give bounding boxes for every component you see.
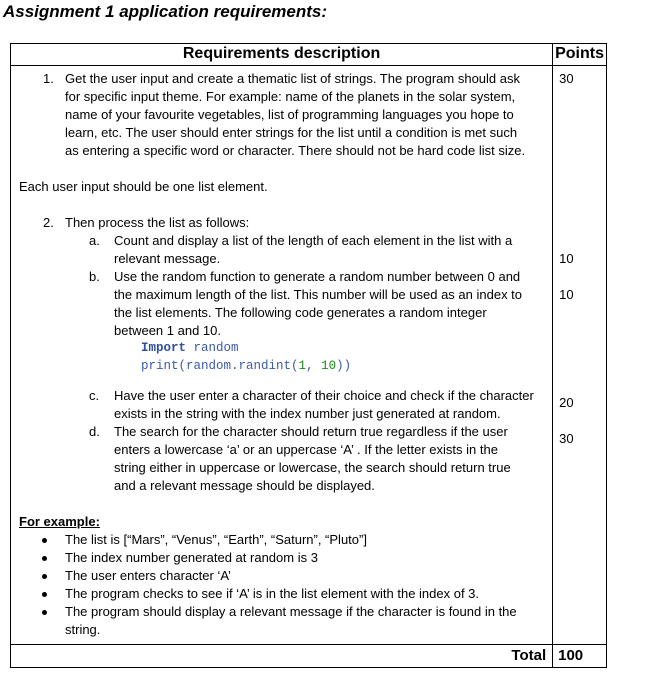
item-1-line: name of your favourite vegetables, list of programming languages you hope to xyxy=(65,107,514,122)
sub-item-d-label: d. xyxy=(89,424,100,439)
sub-item-a-line: Count and display a list of the length of each element in the list with a xyxy=(114,233,513,248)
sub-item-c-line: exists in the string with the index number just generated at random. xyxy=(114,406,501,421)
item-2-number: 2. xyxy=(43,215,54,230)
points-sub-d: 30 xyxy=(559,431,574,446)
example-bullet: The program checks to see if ‘A’ is in the list element with the index of 3. xyxy=(65,586,480,601)
note-text: Each user input should be one list element. xyxy=(19,179,268,194)
code-line-import xyxy=(141,339,239,357)
sub-item-b-line: the maximum length of the list. This number will be used as an index to xyxy=(114,287,523,302)
example-bullet: The user enters character ‘A’ xyxy=(65,568,231,583)
points-sub-c: 20 xyxy=(559,395,574,410)
header-points: Points xyxy=(553,44,607,66)
total-row xyxy=(11,645,607,668)
sub-item-b-line: between 1 and 10. xyxy=(114,323,221,338)
example-bullet: The program should display a relevant message if the character is found in the xyxy=(65,604,517,619)
page-title: Assignment 1 application requirements: xyxy=(3,2,328,21)
sub-item-a-label: a. xyxy=(89,233,100,248)
item-2-intro: Then process the list as follows: xyxy=(65,215,250,230)
requirements-cell xyxy=(11,66,553,645)
sub-item-b-label: b. xyxy=(89,269,100,284)
code-text: print(random.randint( xyxy=(141,359,299,373)
code-text: , xyxy=(306,359,322,373)
example-bullet: The index number generated at random is 3 xyxy=(65,550,318,565)
total-label: Total xyxy=(11,645,553,668)
sub-item-a-line: relevant message. xyxy=(114,251,221,266)
sub-item-b-line: the list elements. The following code generates a random integer xyxy=(114,305,487,320)
bullet-dot xyxy=(42,592,47,597)
item-1-line: as entering a specific word or character. There should not be hard code list size. xyxy=(65,143,526,158)
sub-item-d-line: The search for the character should return true regardless if the user xyxy=(114,424,508,439)
sub-item-d-line: and a relevant message should be displayed. xyxy=(114,478,375,493)
requirements-table xyxy=(10,43,607,668)
sub-item-d-line: string either in uppercase or lowercase, the search should return true xyxy=(114,460,511,475)
item-1-line: learn, etc. The user should enter strings for the list until a condition is met such xyxy=(65,125,518,140)
code-number: 10 xyxy=(321,359,337,373)
code-text: )) xyxy=(336,359,352,373)
points-sub-a: 10 xyxy=(559,251,574,266)
header-description: Requirements description xyxy=(11,44,553,66)
item-1-line: for specific input theme. For example: name of the planets in the solar system, xyxy=(65,89,516,104)
points-item-1: 30 xyxy=(559,71,574,86)
item-1-line: Get the user input and create a thematic list of strings. The program should ask xyxy=(65,71,520,86)
sub-item-b-line: Use the random function to generate a random number between 0 and xyxy=(114,269,521,284)
bullet-dot xyxy=(42,556,47,561)
bullet-dot xyxy=(42,538,47,543)
bullet-dot xyxy=(42,574,47,579)
bullet-dot xyxy=(42,610,47,615)
points-cell xyxy=(553,66,607,645)
item-1-number: 1. xyxy=(43,71,54,86)
code-number: 1 xyxy=(298,359,307,373)
total-value: 100 xyxy=(553,645,607,668)
points-sub-b: 10 xyxy=(559,287,574,302)
code-keyword: Import xyxy=(141,341,187,355)
example-heading: For example: xyxy=(19,514,100,529)
code-text: random xyxy=(186,341,239,355)
sub-item-c-label: c. xyxy=(89,388,100,403)
example-bullet-continuation: string. xyxy=(65,622,101,637)
example-bullet: The list is [“Mars”, “Venus”, “Earth”, “Saturn”, “Pluto”] xyxy=(65,532,367,547)
table-header-row xyxy=(11,44,607,66)
sub-item-c-line: Have the user enter a character of their choice and check if the character xyxy=(114,388,534,403)
code-line-print xyxy=(141,357,351,375)
table-body-row xyxy=(11,66,607,645)
sub-item-d-line: enters a lowercase ‘a’ or an uppercase ‘A’ . If the letter exists in the xyxy=(114,442,498,457)
